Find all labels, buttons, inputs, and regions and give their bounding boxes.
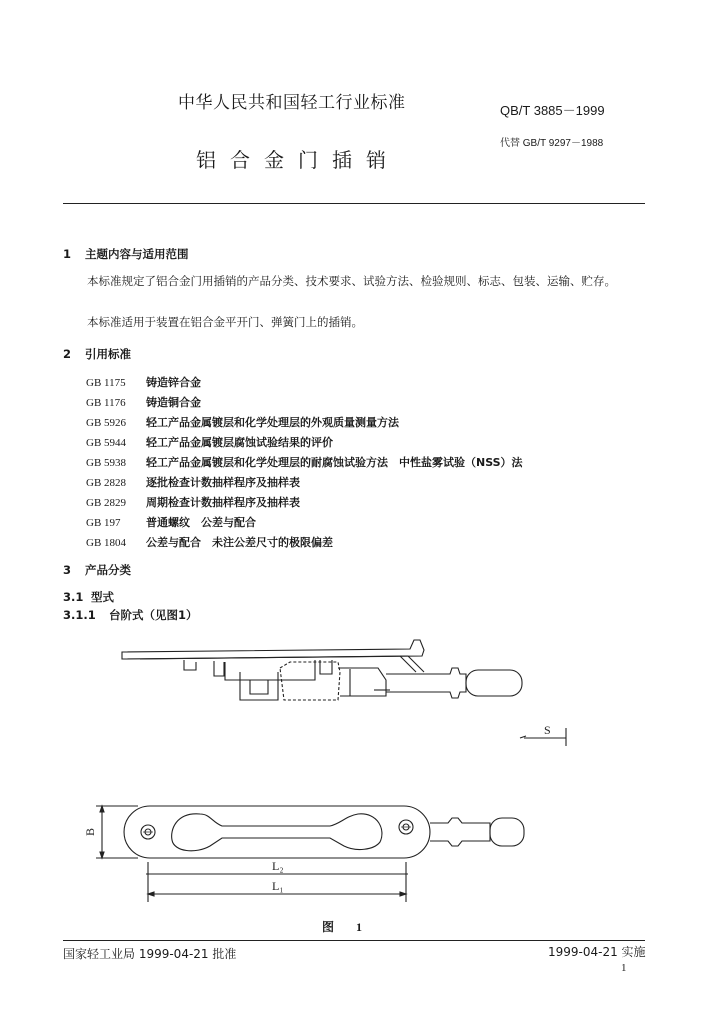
caption-word: 图: [322, 920, 335, 934]
reference-code: GB 1804: [86, 537, 127, 549]
subsection-title: 型式: [91, 590, 114, 604]
reference-title: 轻工产品金属镀层腐蚀试验结果的评价: [146, 436, 333, 449]
reference-title: 轻工产品金属镀层和化学处理层的外观质量测量方法: [146, 416, 399, 429]
width-label: B: [83, 827, 97, 836]
section-1-para-1: 本标准规定了铝合金门用插销的产品分类、技术要求、试验方法、检验规则、标志、包装、运输、贮存。: [87, 274, 616, 288]
caption-number: 1: [356, 920, 363, 934]
reference-title: 铸造锌合金: [146, 376, 201, 389]
issuer-title: 中华人民共和国轻工行业标准: [178, 93, 406, 113]
subsection-number: 3.1.1: [63, 608, 96, 622]
stroke-dimension: [520, 728, 566, 746]
footer-rule: [63, 940, 645, 941]
section-number: 3: [63, 563, 72, 577]
stroke-label: S: [544, 723, 551, 737]
document-title: 铝合金门插销: [196, 148, 400, 172]
reference-title: 周期检查计数抽样程序及抽样表: [146, 496, 300, 509]
reference-code: GB 2829: [86, 497, 127, 509]
replaces-code: 代替 GB/T 9297－1988: [500, 138, 604, 149]
figure-caption: [322, 918, 362, 935]
section-1-para-2: 本标准适用于装置在铝合金平开门、弹簧门上的插销。: [87, 315, 363, 329]
reference-code: GB 5944: [86, 437, 127, 449]
approval-text: 国家轻工业局 1999-04-21 批准: [63, 947, 237, 961]
effective-date: 1999-04-21 实施: [548, 945, 646, 959]
length-l1-label: L₁: [272, 879, 284, 893]
reference-code: GB 1175: [86, 377, 126, 389]
reference-title: 普通螺纹 公差与配合: [146, 516, 256, 529]
section-title: 主题内容与适用范围: [85, 247, 189, 261]
section-title: 产品分类: [85, 563, 131, 577]
standard-code: QB/T 3885－1999: [500, 103, 605, 118]
length-l2-label: L₂: [272, 859, 284, 873]
subsection-title: 台阶式（见图1）: [109, 608, 198, 622]
side-view: [122, 640, 522, 700]
section-number: 1: [63, 247, 72, 261]
section-title: 引用标准: [85, 347, 131, 361]
reference-title: 公差与配合 未注公差尺寸的极限偏差: [146, 536, 333, 549]
reference-code: GB 5926: [86, 417, 127, 429]
section-number: 2: [63, 347, 72, 361]
plan-view: [96, 806, 524, 902]
reference-code: GB 5938: [86, 457, 127, 469]
reference-code: GB 1176: [86, 397, 126, 409]
reference-title: 轻工产品金属镀层和化学处理层的耐腐蚀试验方法 中性盐雾试验（NSS）法: [146, 456, 523, 469]
page-number: 1: [621, 962, 627, 974]
subsection-number: 3.1: [63, 590, 84, 604]
reference-title: 逐批检查计数抽样程序及抽样表: [146, 476, 300, 489]
reference-code: GB 2828: [86, 477, 127, 489]
reference-code: GB 197: [86, 517, 121, 529]
reference-title: 铸造铜合金: [146, 396, 201, 409]
